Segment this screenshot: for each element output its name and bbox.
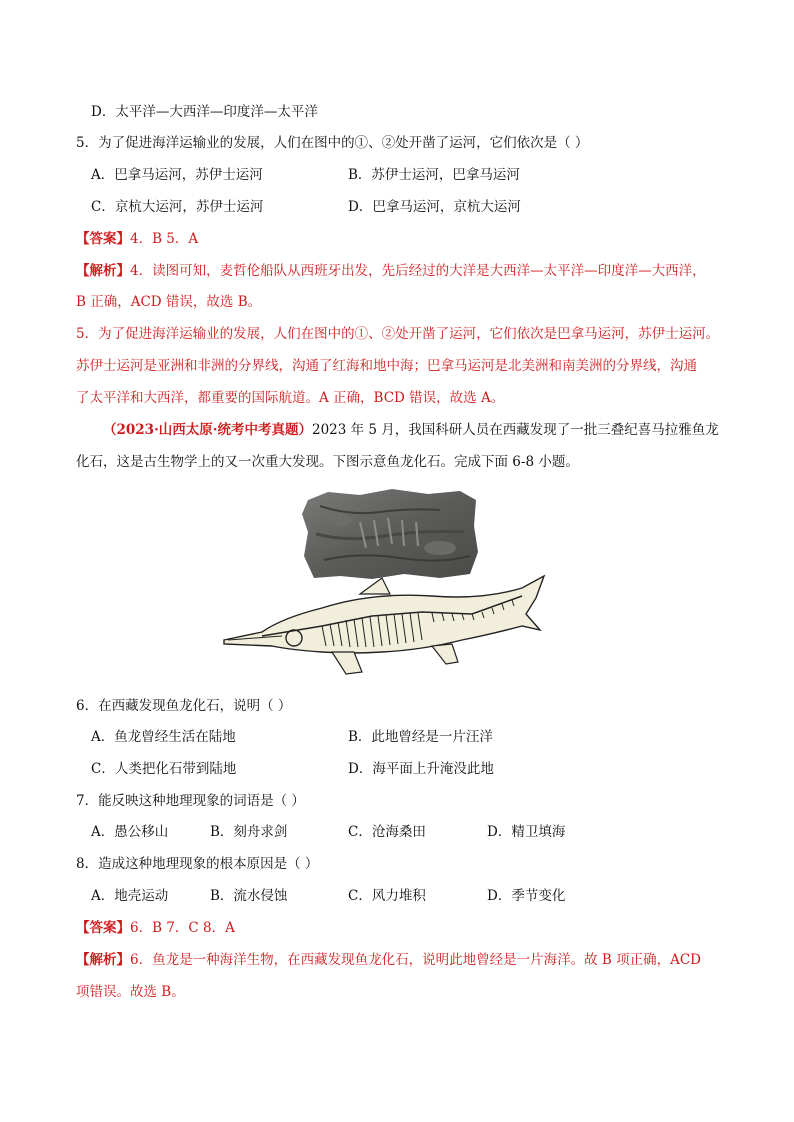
answer-block-1 bbox=[76, 230, 198, 248]
answer-tag: 【答案】 bbox=[76, 231, 130, 247]
q8-stem: 8．造成这种地理现象的根本原因是（ ） bbox=[76, 856, 319, 872]
q7-stem: 7．能反映这种地理现象的词语是（ ） bbox=[76, 793, 305, 809]
q6-stem: 6．在西藏发现鱼龙化石，说明（ ） bbox=[76, 698, 292, 714]
fossil-rock-image bbox=[300, 486, 480, 582]
q5-stem: 5．为了促进海洋运输业的发展，人们在图中的①、②处开凿了运河，它们依次是（ ） bbox=[76, 135, 589, 151]
q6-option-a: A．鱼龙曾经生活在陆地 bbox=[91, 729, 236, 745]
q5-option-c: C．京杭大运河，苏伊士运河 bbox=[91, 199, 264, 215]
analysis-1-line4: 苏伊士运河是亚洲和非洲的分界线，沟通了红海和地中海；巴拿马运河是北美洲和南美洲的分界线，沟通 bbox=[76, 358, 697, 374]
analysis-block-2-line1 bbox=[76, 951, 701, 969]
analysis-1-line5: 了太平洋和大西洋，都重要的国际航道。A 正确，BCD 错误，故选 A。 bbox=[76, 390, 505, 406]
analysis-text: 6．鱼龙是一种海洋生物，在西藏发现鱼龙化石，说明此地曾经是一片海洋。故 B 项正确，ACD bbox=[130, 952, 701, 968]
fossil-photo bbox=[300, 486, 480, 582]
q8-option-c: C．风力堆积 bbox=[348, 888, 426, 904]
ichthyosaur-skeleton-drawing bbox=[222, 574, 550, 686]
passage-line2: 化石，这是古生物学上的又一次重大发现。下图示意鱼龙化石。完成下面 6-8 小题。 bbox=[76, 454, 579, 470]
analysis-1-line3: 5．为了促进海洋运输业的发展，人们在图中的①、②处开凿了运河，它们依次是巴拿马运河，苏伊士运河。 bbox=[76, 326, 720, 342]
q5-option-b: B．苏伊士运河，巴拿马运河 bbox=[348, 167, 520, 183]
passage-source: （2023·山西太原·统考中考真题） bbox=[103, 422, 312, 438]
q5-option-a: A．巴拿马运河，苏伊士运河 bbox=[91, 167, 263, 183]
answer-tag: 【答案】 bbox=[76, 920, 130, 936]
answer-text: 4．B 5．A bbox=[130, 231, 199, 247]
q7-option-b: B．刻舟求剑 bbox=[210, 824, 288, 840]
q6-option-b: B．此地曾经是一片汪洋 bbox=[348, 729, 493, 745]
q6-option-c: C．人类把化石带到陆地 bbox=[91, 761, 237, 777]
passage-line1 bbox=[103, 421, 719, 439]
analysis-1-line2: B 正确，ACD 错误，故选 B。 bbox=[76, 294, 262, 310]
q7-option-d: D．精卫填海 bbox=[487, 824, 566, 840]
analysis-2-line2: 项错误。故选 B。 bbox=[76, 984, 185, 1000]
q5-option-d: D．巴拿马运河，京杭大运河 bbox=[348, 199, 521, 215]
answer-text: 6．B 7．C 8．A bbox=[130, 920, 235, 936]
q6-option-d: D．海平面上升淹没此地 bbox=[348, 761, 494, 777]
q7-option-c: C．沧海桑田 bbox=[348, 824, 426, 840]
skeleton-image bbox=[222, 574, 550, 686]
q8-option-a: A．地壳运动 bbox=[91, 888, 169, 904]
analysis-text: 4．读图可知，麦哲伦船队从西班牙出发，先后经过的大洋是大西洋—太平洋—印度洋—大西洋， bbox=[130, 263, 706, 279]
q7-option-a: A．愚公移山 bbox=[91, 824, 169, 840]
q8-option-d: D．季节变化 bbox=[487, 888, 566, 904]
answer-block-2 bbox=[76, 919, 235, 937]
analysis-tag: 【解析】 bbox=[76, 263, 130, 279]
q8-option-b: B．流水侵蚀 bbox=[210, 888, 288, 904]
q4-option-d: D．太平洋—大西洋—印度洋—太平洋 bbox=[91, 104, 318, 120]
analysis-tag: 【解析】 bbox=[76, 952, 130, 968]
analysis-block-1-line1 bbox=[76, 262, 706, 280]
passage-text: 2023 年 5 月，我国科研人员在西藏发现了一批三叠纪喜马拉雅鱼龙 bbox=[311, 422, 719, 438]
